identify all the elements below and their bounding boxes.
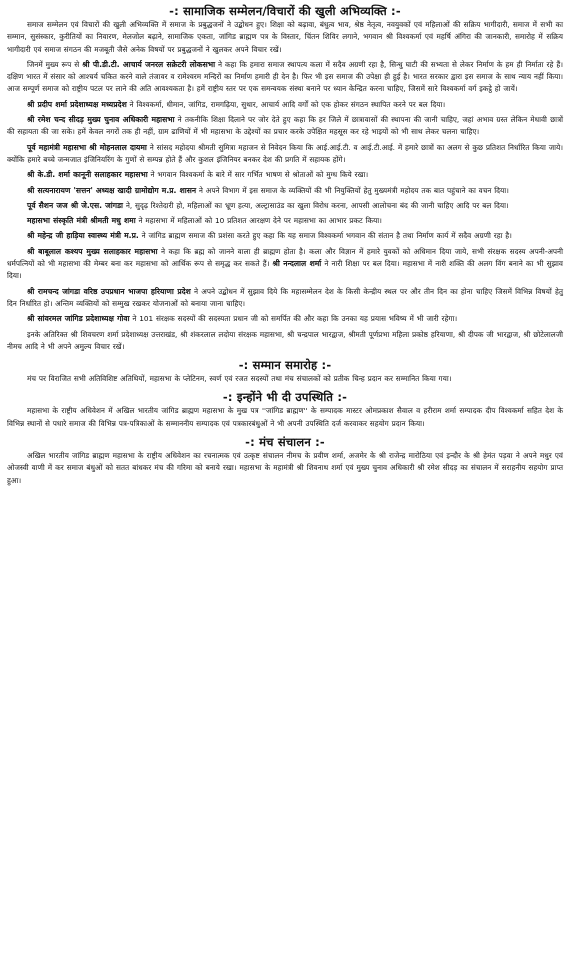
section-upasthiti [7, 390, 563, 430]
speaker-name: पूर्व महामंत्री महासभा श्री मोहनलाल दायमा [27, 142, 147, 152]
speaker-name: श्री बाबूलाल कश्यप मुख्य सलाहकार महासभा [27, 246, 158, 256]
speaker-name: श्री नन्दलाल शर्मा [272, 259, 322, 269]
paragraph-text: इनके अतिरिक्त श्री शिवचरण शर्मा प्रदेशाध्यक्ष उत्तराखंड, श्री शंकरलाल लदोया संरक्षक महासभा, श्री चन्द्रपाल भारद्वाज, श्रीमती पूर्णप्रभा महिला प्रकोष्ठ हरियाणा, श्री दीपक जी भारद्वाज, श्री छोटेलालजी नीमच आदि ने भी अपने अमुल्य विचार रखें। [7, 329, 563, 351]
paragraph [7, 313, 563, 325]
speaker-name: श्री पी.डी.टी. आचार्य जनरल सक्रेटरी लोकसभा [82, 59, 216, 69]
paragraph-text: ने नारी शिक्षा पर बल दिया। महासभा में नारी शक्ति की अलग विंग बनाने का भी सुझाव दिया। [7, 259, 563, 281]
paragraph [7, 329, 563, 354]
paragraph-text: ने विश्वकर्मा, धीमान, जांगिड, रामगढ़िया, सुथार, आचार्य आदि वर्गों को एक होकर संगठन स्थापित करने पर बल दिया। [126, 99, 446, 109]
paragraph [7, 373, 563, 385]
section-heading: -: सम्मान समारोह :- [238, 358, 332, 373]
paragraph [7, 169, 563, 181]
paragraph-list [7, 19, 563, 353]
section-samman-samaroh [7, 358, 563, 385]
paragraph [7, 59, 563, 96]
section-manch-sanchalan [7, 435, 563, 487]
paragraph-list [7, 450, 563, 487]
paragraph-text: ने कहा कि ब्रह्म को जानने वाला ही ब्राह्मण होता है। कला और विज्ञान में हमारे युवकों को अधिमान दिया जाये, सभी संरक्षक सदस्य अपनी-अपनी धर्मपत्नियों को भी महासभा की मेम्बर बना कर महासभा को आर्थिक रूप से समृद्ध कर सकते हैं। [7, 246, 563, 269]
paragraph [7, 200, 563, 212]
section-heading: -: सामाजिक सम्मेलन/विचारों की खुली अभिव्यक्ति :- [169, 4, 401, 18]
speaker-name: श्री सत्यनारायण 'सत्तन' अध्यक्ष खादी ग्रामोद्योग म.प्र. शासन [27, 185, 197, 195]
paragraph-text: अखिल भारतीय जांगिड ब्राह्मण महासभा के राष्ट्रीय अधिवेशन का रचनात्मक एवं उत्कृष्ट संचालन नीमच के प्रवीण शर्मा, अजमेर के श्री राजेन्द्र मारोठिया एवं इन्दौर के श्री हेमंत पड़वा ने अपने मधुर एवं ओजस्वी वाणी में कर समाज बंधुओं को सतत बांधकर मंच की गरिमा को बनाये रखा। महासभा के महामंत्री श्री शिवनाथ शर्मा एवं मुख्य चुनाव अधिकारी श्री रमेश सीदड़ का संचालन में सराहनीय सहयोग प्राप्त हुआ। [7, 451, 563, 485]
paragraph [7, 142, 563, 167]
paragraph-text: ने भगवान विश्वकर्मा के बारे में सार गर्भित भाषण से श्रोताओं को मुग्ध किये रखा। [147, 170, 369, 180]
speaker-name: श्री रमेश चन्द सीदड़ मुख्य चुनाव अधिकारी महासभा [27, 115, 175, 125]
section-heading: -: मंच संचालन :- [245, 435, 325, 450]
speaker-name: श्री रामचन्द जांगडा वरिष्ठ उपप्रधान भाजपा हरियाणा प्रदेश [27, 286, 191, 296]
paragraph [7, 19, 563, 56]
paragraph-text: महासभा के राष्ट्रीय अधिवेशन में अखिल भारतीय जांगिड ब्राह्मण महासभा के मुख पत्र ''जांगिड ब्राह्मण'' के सम्पादक मास्टर ओमप्रकाश सैवाल व हरीराम शर्मा सम्पादक दीप विश्वकर्मा सहित देश के विभिन्न स्थानों से पधारे समाज की विभिन्न पत्र-पत्रिकाओं के सम्माननीय सम्पादक एवं पत्रकारबंधुओं ने भी अपनी उपस्थिति दर्ज करवाकर सहयोग प्रदान किया। [7, 406, 563, 428]
paragraph-text: मंच पर विराजित सभी अतिविशिष्ट अतिथियों, महासभा के प्लेटिनम, स्वर्ण एवं रजत सदस्यों तथा मंच संचालकों को प्रतीक चिन्ह प्रदान कर सम्मानित किया गया। [27, 374, 452, 384]
paragraph [7, 450, 563, 487]
paragraph [7, 215, 563, 227]
paragraph-text: समाज सम्मेलन एवं विचारों की खुली अभिव्यक्ति में समाज के प्रबुद्धजनों ने उद्बोधन हुए। शिक्षा को बढ़ावा, बंधुत्व भाव, श्रेष्ठ नेतृत्व, नवयुवकों एवं महिलाओं की सक्रिय भागीदारी, समाज में सभी का सम्मान, सुसंस्कार, कुरीतियों का निवारण, मेलजोल बढ़ाने, सामाजिक एकता, जांगिड ब्राह्मण पत्र के विस्तार, चिंतन शिविर लगाने, भगवान श्री विश्वकर्मा एवं महर्षि अंगिरा की जानकारी, समारोह में सक्रिय भागीदारी एवं समाज संगठन की मजबूती जैसे अनेक विषयों पर प्रबुद्धजनों ने खुलकर अपने विचार रखें। [7, 20, 563, 54]
paragraph [7, 99, 563, 111]
section-samajik-sammelan [7, 4, 563, 353]
paragraph-text: जिनमें मुख्य रूप से [27, 59, 83, 69]
paragraph-text: ने अपने विभाग में इस समाज के व्यक्तियों की भी नियुक्तियों हेतु मुख्यमंत्री महोदय तक बात पहुंचाने का वचन दिया। [196, 185, 509, 195]
paragraph [7, 230, 563, 242]
paragraph-text: ने महासभा में महिलाओं को 10 प्रतिशत आरक्षण देने पर महासभा का आभार प्रकट किया। [135, 216, 382, 226]
speaker-name: श्री के.डी. शर्मा कानूनी सलाहकार महासभा [27, 170, 148, 180]
paragraph-text: ने जांगिड ब्राह्मण समाज की प्रशंसा करते हुए कहा कि यह समाज विश्वकर्मा भगवान की संतान है तथा निर्माण कार्य में सदैव अग्रणी रहा है। [138, 231, 512, 241]
speaker-name: पूर्व सैशन जज श्री जे.एस. जांगडा [27, 200, 124, 210]
paragraph [7, 405, 563, 430]
paragraph-text: ने 101 संरक्षक सदस्यों की सदस्यता प्रधान जी को समर्पित की और कहा कि उनका यह प्रयास भविष्य में भी जारी रहेगा। [129, 314, 458, 324]
paragraph [7, 185, 563, 197]
speaker-name: श्री सांवरमल जांगिड प्रदेशाध्यक्ष गोवा [27, 314, 130, 324]
paragraph-text: ने सांसद महोदया श्रीमती सुमित्रा महाजन से निवेदन किया कि आई.आई.टी. व आई.टी.आई. में हमारे छात्रों का अलग से कुछ प्रतिशत निर्धारित किया जाये। क्योंकि हमारे बच्चे जन्मजात इंजिनियरिंग के गुणों से सम्पन्न होते हैं और कुशल इंजिनियर बनकर देश की प्रगति में सहायक होंगे। [7, 142, 563, 164]
paragraph-list [7, 373, 563, 385]
speaker-name: श्री महेन्द्र जी हाड़िया स्वास्थ्य मंत्री म.प्र. [27, 231, 139, 241]
paragraph-list [7, 405, 563, 430]
speaker-name: महासभा संस्कृति मंत्री श्रीमती मधु शमा [27, 216, 136, 226]
paragraph [7, 286, 563, 311]
speaker-name: श्री प्रदीप शर्मा प्रदेशाध्यक्ष मध्यप्रदेश [27, 99, 127, 109]
paragraph-text: ने तकनीकि शिक्षा दिलाने पर जोर देते हुए कहा कि हर जिले में छात्रावासों की स्थापना की जानी चाहिए, जहां अभाव ग्रस्त लेकिन मेधावी छात्रों की सहायता की जा सके। हमें केवल नगरों तक ही नहीं, ग्राम ढाणियों में भी महासभा के उद्देश्यों का प्रचार करके उपेक्षित महसूस कर रहे भाइयों को भी साथ लेकर चलना चाहिए। [7, 115, 563, 137]
paragraph-text: ने कहा कि हमारा समाज स्थापत्य कला में सदैव अग्रणी रहा है, सिन्धु घाटी की सभ्यता से लेकर निर्माण के हम ही निर्माता रहे हैं। दक्षिण भारत में संसार को आश्चर्य चकित करने वाले तंजावर व रामेश्वरम मन्दिरों का निर्माण हमारी ही देन है। फिर भी इस समाज की उपेक्षा ही हुई है। भारत सरकार द्वारा इस समाज के साथ न्याय नहीं किया। आज सम्पूर्ण समाज को राष्ट्रीय पटल पर लाने की अति आवश्यकता है। हमें राष्ट्रीय स्तर पर एक समन्वयक संस्था बनाने पर ध्यान केन्द्रित करना चाहिए, जिसमें सारे विश्वकर्मा वर्ग इकट्ठे हो जायें। [7, 59, 563, 94]
paragraph-text: ने अपने उद्बोधन में सुझाव दिये कि महासम्मेलन देश के किसी केन्द्रीय स्थल पर और तीन दिन का होना चाहिए जिसमें विभिन्न विषयों हेतु दिन निर्धारित हो। अन्तिम व्यक्तियों को सम्मुख रखकर योजनाओं को बनाया जाना चाहिए। [7, 286, 564, 308]
paragraph [7, 114, 563, 139]
section-heading: -: इन्होंने भी दी उपस्थिति :- [222, 390, 348, 405]
paragraph-text: ने, सुदृढ़ रिश्तेदारी हो, महिलाओं का भ्रूण हत्या, अल्ट्रासाउंड का खुला विरोध करना, आपसी आलोचना बंद की जानी चाहिए आदि पर बल दिया। [123, 200, 509, 210]
paragraph [7, 246, 563, 283]
